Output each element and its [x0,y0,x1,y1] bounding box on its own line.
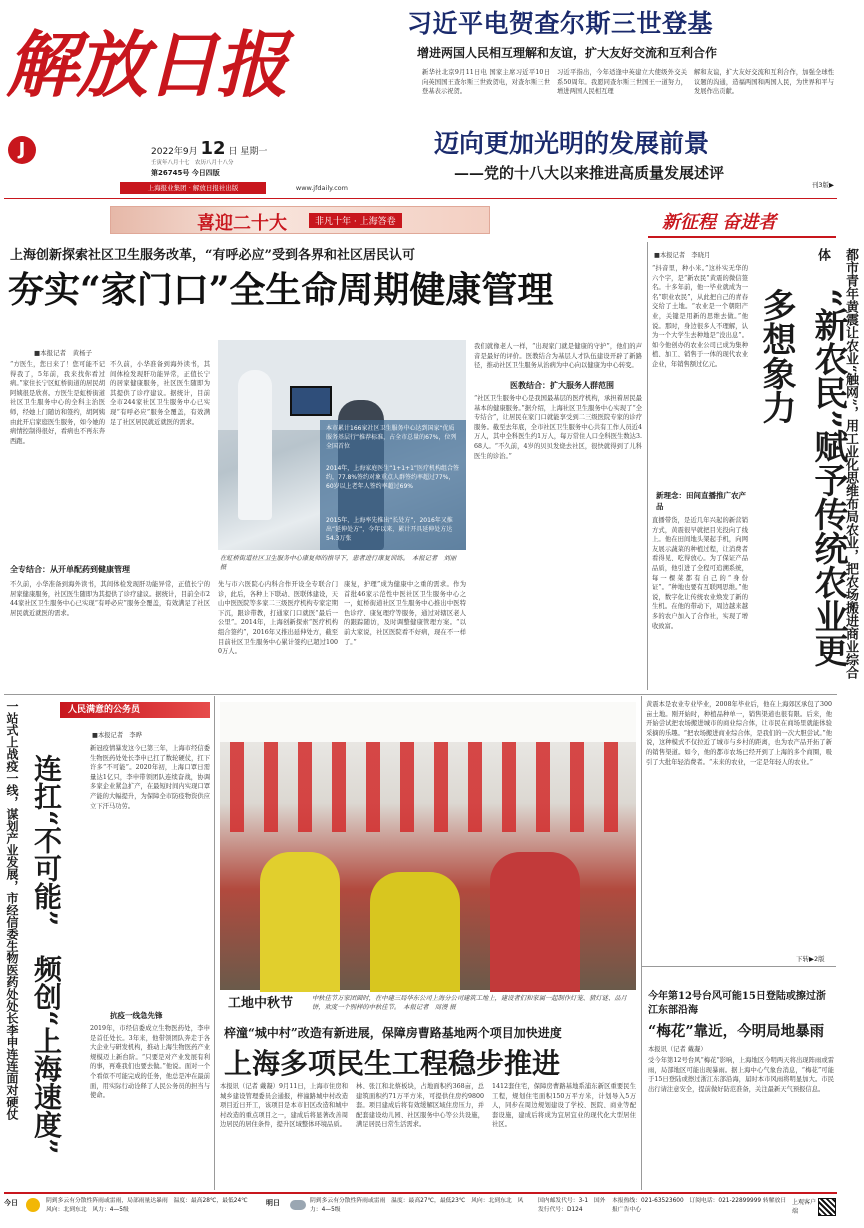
photo-person-2 [370,872,460,992]
photo-lanterns [230,742,626,832]
issue-date: 2022年9月 12 日 星期一 [151,138,268,159]
feature-caption: 中秋佳节万家团圆时，在中建三局华东公司上海分公司建筑工地上，建设者们和家属一起制作灯笼、猜灯谜、品月饼，欢度一个别样的中秋佳节。 本报记者 周漫 摄 [312,995,627,1011]
main-story-intro-b: 不久前，小华准备到海外读书，其间体检发现肝功能异常，正值长宁的居家健康服务，社区医生随即为其提供了诊疗建议。据统计，目前全市244家社区卫生服务中心已实现“有呼必应”服务全覆盖，有效满足了社区居民就近就医的需求。 [110,361,210,426]
banner-right-title: 新征程 奋进者 [662,212,777,233]
stats-overlay [320,420,466,550]
weather-tomorrow-label: 明日 [266,1199,280,1207]
photo-ceiling [220,702,636,742]
website-link[interactable]: www.jfdaily.com [295,184,348,192]
main-story-col1b: 不久前，小华准备到海外读书，其间体检发现肝功能异常，正值长宁的居家健康服务，社区医生随即为其提供了诊疗建议。据统计，目前全市244家社区卫生服务中心已实现“有呼必应”服务全覆盖，有效满足了社区居民就近就医的需求。 [10,581,210,617]
banner-left [110,206,490,234]
weather-today: 阴到多云有分散性阵雨或雷雨，局部雨量达暴雨 温度：最高28℃，最低24℃ 风向：北到东北 风力：4—5级 [46,1198,254,1213]
main-story-col4: 我们就像老人一样，“出现家门就是健康的守护”，他们的声音是最好的评价。医教结合为基层人才队伍建设开辟了新路径，推动社区卫生服务从治病为中心向以健康为中心转变。 [474,343,642,370]
left-column-text-b: 2019年，市经信委成立生物医药处，李申是首任处长。3年来，他带领团队奔走于各大企业与研发机构，推动上海生物医药产业规模迈上新台阶。“只要是对产业发展有利的事，再难我们也要去做。”他说。面对一个个看似不可能完成的任务，他总是冲在最前面，用实际行动诠释了人民公务员的担当与使命。 [90,1025,210,1100]
issue-day: 12 [200,138,226,159]
stat-2: 2014年，上海家庭医生“1+1+1”医疗机构组合签约，77.8%签约对象重点人群签约率超过77%，60岁以上老年人签约率超过69% [326,465,459,490]
photo-person-1 [260,852,340,992]
divider [642,966,836,967]
second-story [424,116,836,196]
weather-cloud-icon [290,1200,306,1210]
typhoon-headline[interactable]: “梅花”靠近，今明局地暴雨 [648,1023,825,1040]
weather-bar [4,1196,837,1226]
divider [4,694,837,695]
second-story-subtitle: ——党的十八大以来推进高质量发展述评 [454,164,725,182]
masthead-emblem-icon: J [8,136,36,164]
feature-label: 工地中秋节 [228,996,294,1011]
photo-caption: 在虹桥街道社区卫生服务中心康复师的指导下，患者进行康复训练。 本报记者 刘丽 摄 [220,555,463,571]
top-story-title[interactable]: 习近平电贺查尔斯三世登基 [407,9,714,38]
weather-today-label: 今日 [4,1199,18,1207]
main-story-byline: ■本报记者 黄杨子 [34,349,93,357]
typhoon-kicker: 今年第12号台风可能15日登陆或擦过浙江东部沿海 [648,991,826,1016]
vertical-story-col-a: “抖音里，种小米。”这朴实无华的六个字，是“新农民”黄震的微信签名。十多年前，他一毕业就成为一名“职业农民”，从此把自己的青春交给了土地。“农业是一个朝阳产业，关键是用新的思维去做。”他说。那时，身边很多人不理解，认为一个大学生去种地是“没出息”。如今他创办的农业公司已成为集种植、加工、销售于一体的现代农业企业，年销售额过亿元。 [652,265,748,368]
top-story-col1: 新华社北京9月11日电 国家主席习近平10日向英国国王查尔斯三世致贺电，对查尔斯三世登基表示祝贺。 [422,69,550,96]
top-story-subtitle: 增进两国人民相互理解和友谊，扩大友好交流和互利合作 [417,46,718,60]
contact-info: 本报热线：021-63523600 订阅电话：021-22899999 转解放日报广告中心 [612,1198,787,1213]
app-label[interactable]: 上观客户端 [792,1199,817,1215]
issue-number: 第26745号 今日四版 [151,169,220,177]
divider [214,696,215,1190]
bottom-story-headline[interactable]: 上海多项民生工程稳步推进 [224,1047,561,1080]
vertical-story-subtitle: 都市青年黄震让农业“触网”，用工业化思维布局农业，把农场搬进商业综合体 [815,248,858,679]
vertical-story-byline: ■本报记者 李晓月 [654,252,711,259]
footer-divider [4,1192,837,1194]
banner-left-title: 喜迎二十大 [197,213,287,234]
masthead [6,6,346,196]
main-story-col2: 先与市六医院心内科合作开设全专联合门诊，此后，各种上下联动、医联体建设，天山中医医院等多家二三级医疗机构专家定期下沉，跟诊带教，打通家门口就医“最后一公里”。2014年，上海创新探索“医疗机构组合签约”，2016年又推出延伸处方，截至目前社区卫生服务中心累计签约已超过1000万人。 [218,581,338,656]
bottom-story-col2: 林、张江和北蔡板块，占地面积约368亩，总建筑面积约71万平方米，可提供住房约9800套。项目建成后将有效缓解区域住房压力，并配套建设幼儿园、社区服务中心等公共设施，满足居民日常生活需求。 [356,1083,484,1129]
publisher-bar: 上海报业集团 · 解放日报社出版 [120,182,266,194]
main-story-section2: 医教结合：扩大服务人群范围 [510,381,614,390]
masthead-logo: 解放日报 [6,22,287,107]
photo-screen [290,386,332,416]
vertical-story-title[interactable]: “新农民”赋予传统农业更多想象力 [756,288,848,668]
vertical-story-jump[interactable]: 下转▶2版 [796,955,825,963]
top-story-col3: 解和友谊，扩大友好交流和互利合作，加强全球性议题的沟通，造福两国和两国人民，为世界和平与发展作出贡献。 [694,69,834,96]
main-story-headline[interactable]: 夯实“家门口”全生命周期健康管理 [8,269,554,311]
qr-code-icon[interactable] [818,1198,836,1216]
typhoon-byline: 本报讯（记者 戴凝） [648,1046,707,1053]
vertical-story-col-c: 黄震本是农业专业毕业，2008年毕业后，他在上海郊区承包了300亩土地。刚开始时，种植品种单一，销售渠道也很有限。后来，他开始尝试把农场搬进城市的商业综合体，让市民在商场里就能体验采摘的乐趣。“把农场搬进商业综合体，是我们的一次大胆尝试。”他说，这种模式不仅拉近了城市与乡村的距离，也为农产品开拓了新的销售渠道。如今，他的都市农场已经开到了上海的多个商圈，吸引了大批年轻消费者。“未来的农业，一定是年轻人的农业。” [646,701,832,766]
top-story-col2: 习近平指出，今年适逢中英建立大使级外交关系50周年。我愿同查尔斯三世国王一道努力，增进两国人民相互理 [557,69,687,96]
banner-right [648,204,836,238]
photo-person-3 [490,852,580,992]
weather-tomorrow: 阴到多云有分散性阵雨或雷雨 温度：最高27℃，最低23℃ 风向：北到东北 风力：4—5级 [310,1198,524,1213]
top-story [352,4,836,114]
bottom-story-kicker: 梓潼“城中村”改造有新进展，保障房曹路基地两个项目加快进度 [224,1026,562,1040]
stat-1: 本市累计166家社区卫生服务中心达到国家“优质服务基层行”推荐标准，占全市总量的67%，位列全国首位 [326,425,457,450]
main-story-col4b: “社区卫生服务中心是我国最基层的医疗机构，承担着居民最基本的健康服务。”据介绍，上海社区卫生服务中心实现了“全专结合”，让居民在家门口就能享受到二三级医院专家的诊疗服务。截至去年底，全市社区卫生服务中心共有工作人员近4万人，其中全科医生约1万人，每万常住人口全科医生数达3.68人。“不久前，4岁的贝贝发烧去社区，很快就得到了儿科医生的诊治。” [474,395,642,460]
distribution-codes: 国内邮发代号：3-1 国外发行代号：D124 [538,1198,606,1213]
second-story-title[interactable]: 迈向更加光明的发展前景 [434,129,710,158]
vertical-story-section: 新理念：田间直播推广农产品 [656,491,746,511]
left-column-byline: ■本报记者 李晔 [92,732,143,739]
left-column-title[interactable]: 连扛“不可能” 频创“上海速度” [30,754,63,1155]
left-column-text-a: 新冠疫情暴发这今已第三年，上海市经信委生物医药处处长李申已扛了数轮硬仗，扛下许多“不可能”。2020年初，上海口罩日需量达1亿只，李申带领团队连续奋战，协调多家企业紧急扩产，在最短时间内实现口罩产能的大幅提升，为保障全市防疫物资供应立下汗马功劳。 [90,745,210,810]
divider [4,198,837,199]
main-story-section1: 全专结合：从开单配药到健康管理 [10,565,130,574]
banner-left-sub: 非凡十年 · 上海答卷 [309,213,402,228]
divider [647,242,648,690]
left-column-tag: 人民满意的公务员 [60,702,210,718]
weather-sun-icon [26,1198,40,1212]
bottom-story-col3: 1412套住宅，保障房曹路基地系浦东新区重要民生工程，规划住宅面积150万平方米，计划导入5万人，同步在周边规划建设了学校、医院、商业等配套设施，建成后将成为宜居宜业的现代化大型居住社区。 [492,1083,636,1129]
photo-person-left [238,370,272,520]
feature-photo [220,702,636,990]
main-story-kicker: 上海创新探索社区卫生服务改革，“有呼必应”受到各界和社区居民认可 [10,248,415,263]
left-column-section: 抗疫一线急先锋 [110,1011,163,1020]
main-story-col3: 康复，护理”成为健康中之重的需求。作为首批46家示范性中医社区卫生服务中心之一，虹桥街道社区卫生服务中心推出中医特色诊疗、康复理疗等服务，通过对辖区老人的跟踪随访，及时调整健康管理方案。“以前大家说，社区医院看不好病，现在不一样了。” [344,581,466,646]
vertical-story-col-b: 直播带货，是近几年兴起的新营销方式，黄震很早就把目光投向了线上。他在田间地头架起手机，向网友展示蔬菜的种植过程，让消费者看得见、吃得放心。为了保证产品品质，他引进了全程可追溯系统，每一棵菜都有自己的“身份证”。“种地也要有互联网思维。”他说，数字化让传统农业焕发了新的生机。在他的带动下，周边越来越多的农户加入了合作社，实现了增收致富。 [652,517,748,630]
divider [641,696,642,1190]
typhoon-text: 受今年第12号台风“梅花”影响，上海地区今明两天将出现阵雨或雷雨，局部地区可能出现暴雨。据上海中心气象台消息，“梅花”可能于15日登陆或擦过浙江东部沿海，届时本市风雨将明显加大。市民出行请注意安全，提前做好防范准备，关注最新天气预报信息。 [648,1057,834,1093]
stat-3: 2015年，上海率先推出“长处方”，2016年又推出“延伸处方”，今年以来，累计开具延伸处方达54.3万张 [326,517,453,542]
left-column-subtitle: 一站式上战疫一线，谋划产业发展，市经信委生物医药处处长李申连连面对硬仗 [5,700,19,1120]
bottom-story-col1: 本报讯（记者 戴凝）9月11日，上海市住房和城乡建设管理委员会通报，梓潼路城中村改造项目近日开工，该项目是本市旧区改造和城中村改造的重点项目之一，建成后将显著改善周边居民的居住条件，提升区域整体环境品质。 [220,1083,348,1129]
lunar-date: 壬寅年八月十七 农历八月十八分 [151,160,234,166]
main-story-intro: “方医生，您日来了！您可能不记得我了，5年前，我来找你看过病。”家住长宁区虹桥街道的居民胡阿姨很是欣喜。方医生是虹桥街道社区卫生服务中心的全科主治医师，经她上门随访和签约，胡阿姨由此开启家庭医生服务，如今她的病情控制得很好，看病也不再东奔西跑。 [10,361,105,445]
second-story-jump[interactable]: 刊3版▶ [811,181,834,189]
